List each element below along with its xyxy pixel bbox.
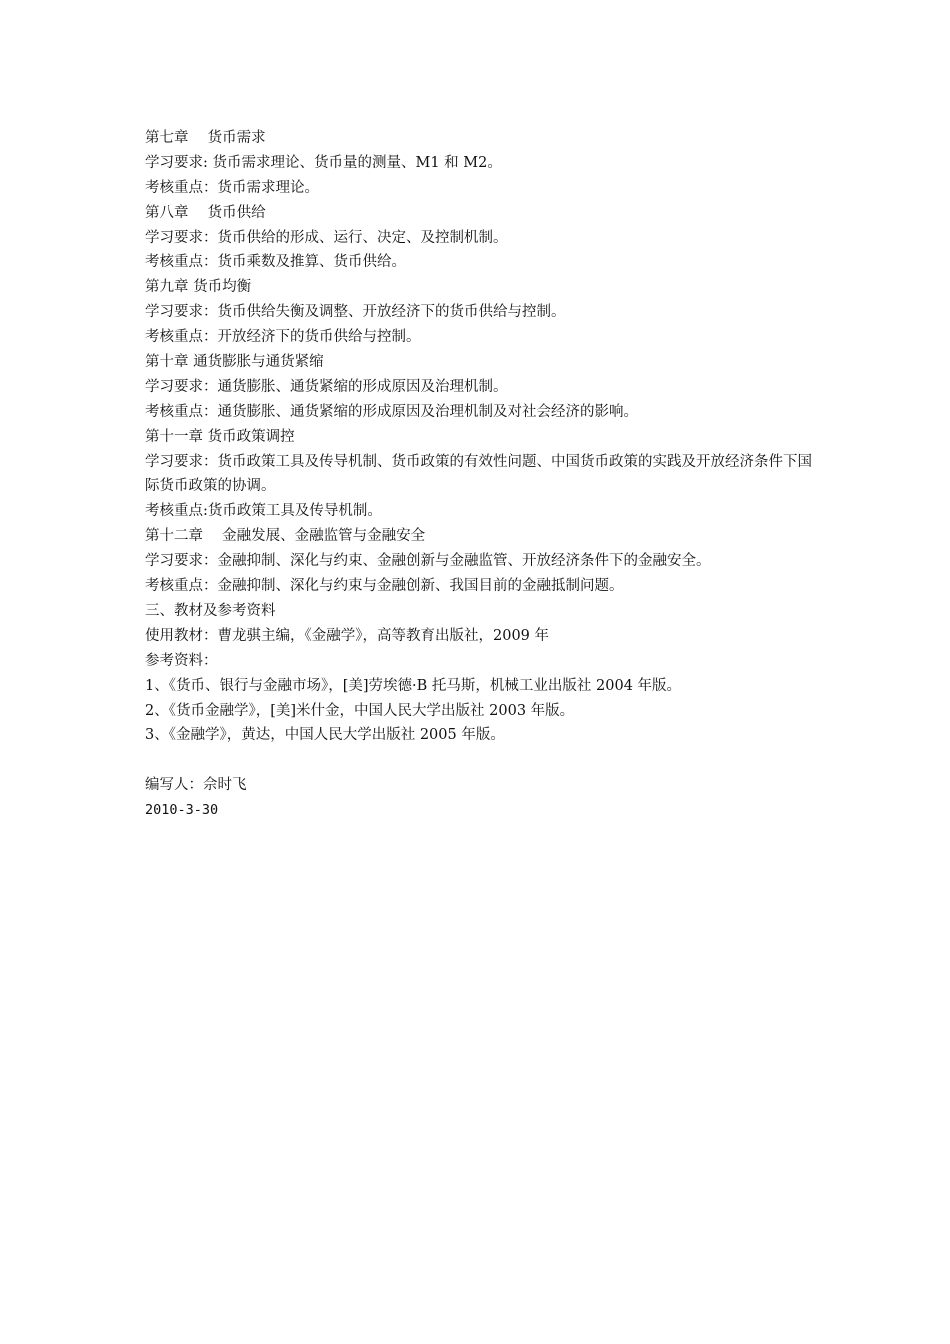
reference-item-3: 3、《金融学》，黄达，中国人民大学出版社 2005 年版。 — [145, 727, 505, 744]
document-page — [145, 126, 825, 823]
chapter-8-heading: 第八章 货币供给 — [145, 204, 266, 221]
chapter-9-heading: 第九章 货币均衡 — [145, 279, 252, 296]
chapter-12-requirements: 学习要求：金融抑制、深化与约束、金融创新与金融监管、开放经济条件下的金融安全。 — [145, 553, 711, 570]
chapter-11-requirements: 学习要求：货币政策工具及传导机制、货币政策的有效性问题、中国货币政策的实践及开放经济条件下国际货币政策的协调。 — [145, 453, 812, 495]
reference-item-2: 2、《货币金融学》，[美]米什金，中国人民大学出版社 2003 年版。 — [145, 702, 575, 719]
reference-item-1: 1、《货币、银行与金融市场》，[美]劳埃德·B 托马斯，机械工业出版社 2004 年版。 — [145, 677, 682, 694]
textbook-line: 使用教材：曹龙骐主编，《金融学》，高等教育出版社，2009 年 — [145, 627, 550, 644]
chapter-11-heading: 第十一章 货币政策调控 — [145, 428, 295, 445]
chapter-12-heading: 第十二章 金融发展、金融监管与金融安全 — [145, 528, 426, 545]
chapter-7-heading: 第七章 货币需求 — [145, 130, 266, 146]
chapter-10-requirements: 学习要求：通货膨胀、通货紧缩的形成原因及治理机制。 — [145, 378, 508, 395]
chapter-10-heading: 第十章 通货膨胀与通货紧缩 — [145, 354, 324, 371]
date-line: 2010-3-30 — [145, 802, 219, 819]
chapter-9-requirements: 学习要求：货币供给失衡及调整、开放经济下的货币供给与控制。 — [145, 304, 566, 321]
chapter-12-key-points: 考核重点：金融抑制、深化与约束与金融创新、我国目前的金融抵制问题。 — [145, 578, 624, 595]
references-label: 参考资料： — [145, 652, 218, 669]
chapter-8-requirements: 学习要求：货币供给的形成、运行、决定、及控制机制。 — [145, 229, 508, 246]
chapter-7-requirements: 学习要求: 货币需求理论、货币量的测量、M1 和 M2。 — [145, 154, 502, 171]
chapter-10-key-points: 考核重点：通货膨胀、通货紧缩的形成原因及治理机制及对社会经济的影响。 — [145, 403, 638, 420]
chapter-7-key-points: 考核重点：货币需求理论。 — [145, 179, 319, 196]
chapter-11-key-points: 考核重点:货币政策工具及传导机制。 — [145, 503, 382, 520]
author-line: 编写人：佘时飞 — [145, 777, 247, 794]
chapter-8-key-points: 考核重点：货币乘数及推算、货币供给。 — [145, 254, 406, 271]
section-3-heading: 三、教材及参考资料 — [145, 602, 276, 619]
chapter-9-key-points: 考核重点：开放经济下的货币供给与控制。 — [145, 329, 421, 346]
